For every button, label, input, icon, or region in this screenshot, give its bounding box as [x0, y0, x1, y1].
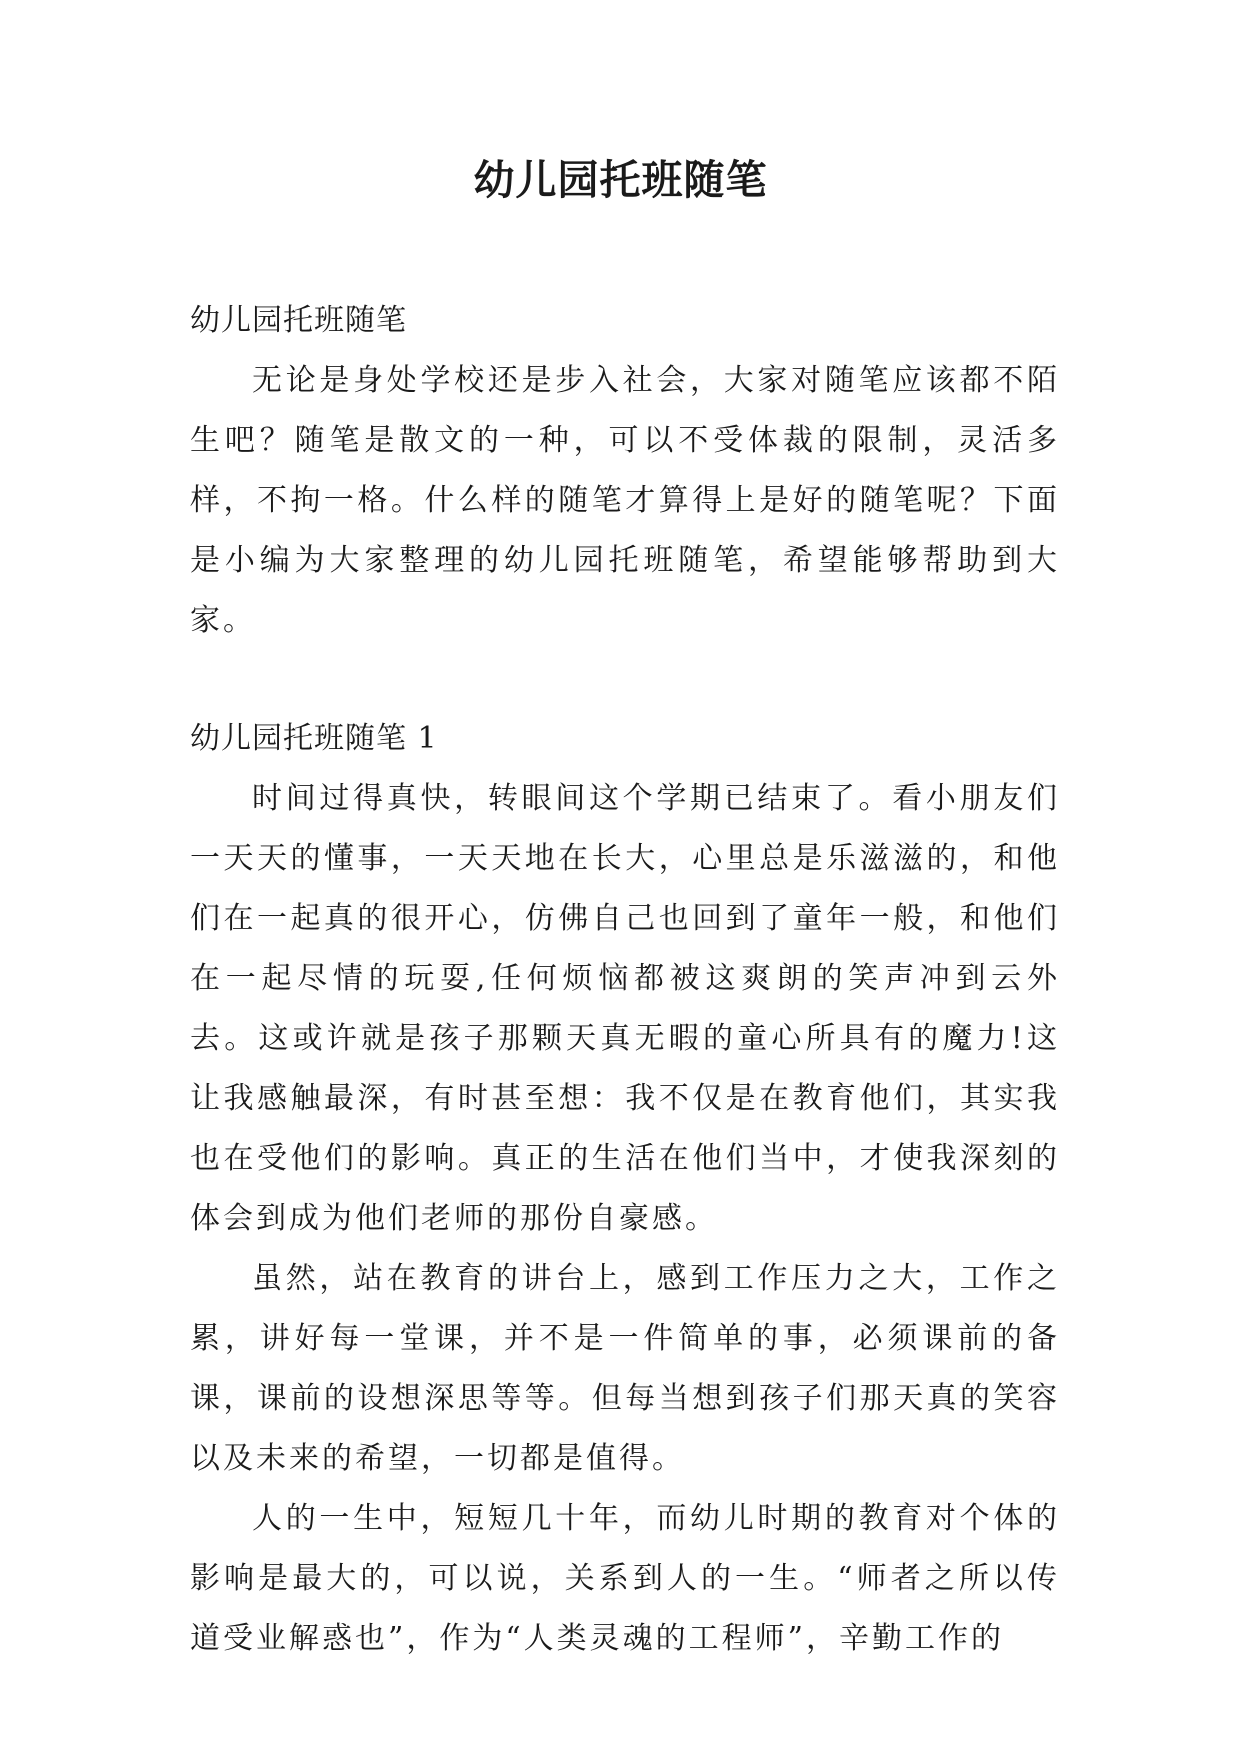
section-spacer — [190, 651, 1060, 709]
section1-paragraph: 人的一生中，短短几十年，而幼儿时期的教育对个体的影响是最大的，可以说，关系到人的一生。“师者之所以传道受业解惑也”，作为“人类灵魂的工程师”，辛勤工作的 — [190, 1501, 1060, 1656]
document-body — [190, 291, 1060, 1669]
intro-paragraph: 无论是身处学校还是步入社会，大家对随笔应该都不陌生吧？随笔是散文的一种，可以不受体裁的限制，灵活多样，不拘一格。什么样的随笔才算得上是好的随笔呢？下面是小编为大家整理的幼儿园托班随笔，希望能够帮助到大家。 — [190, 363, 1060, 638]
document-title: 幼儿园托班随笔 — [473, 156, 768, 204]
intro-heading: 幼儿园托班随笔 — [190, 303, 407, 338]
section1-heading: 幼儿园托班随笔 1 — [190, 721, 438, 756]
section1-paragraph: 虽然，站在教育的讲台上，感到工作压力之大，工作之累，讲好每一堂课，并不是一件简单的事，必须课前的备课，课前的设想深思等等。但每当想到孩子们那天真的笑容以及未来的希望，一切都是值得。 — [190, 1261, 1060, 1476]
section1-paragraph: 时间过得真快，转眼间这个学期已结束了。看小朋友们一天天的懂事，一天天地在长大，心里总是乐滋滋的，和他们在一起真的很开心，仿佛自己也回到了童年一般，和他们在一起尽情的玩耍,任何烦恼都被这爽朗的笑声冲到云外去。这或许就是孩子那颗天真无暇的童心所具有的魔力!这让我感触最深，有时甚至想：我不仅是在教育他们，其实我也在受他们的影响。真正的生活在他们当中，才使我深刻的体会到成为他们老师的那份自豪感。 — [190, 781, 1060, 1236]
